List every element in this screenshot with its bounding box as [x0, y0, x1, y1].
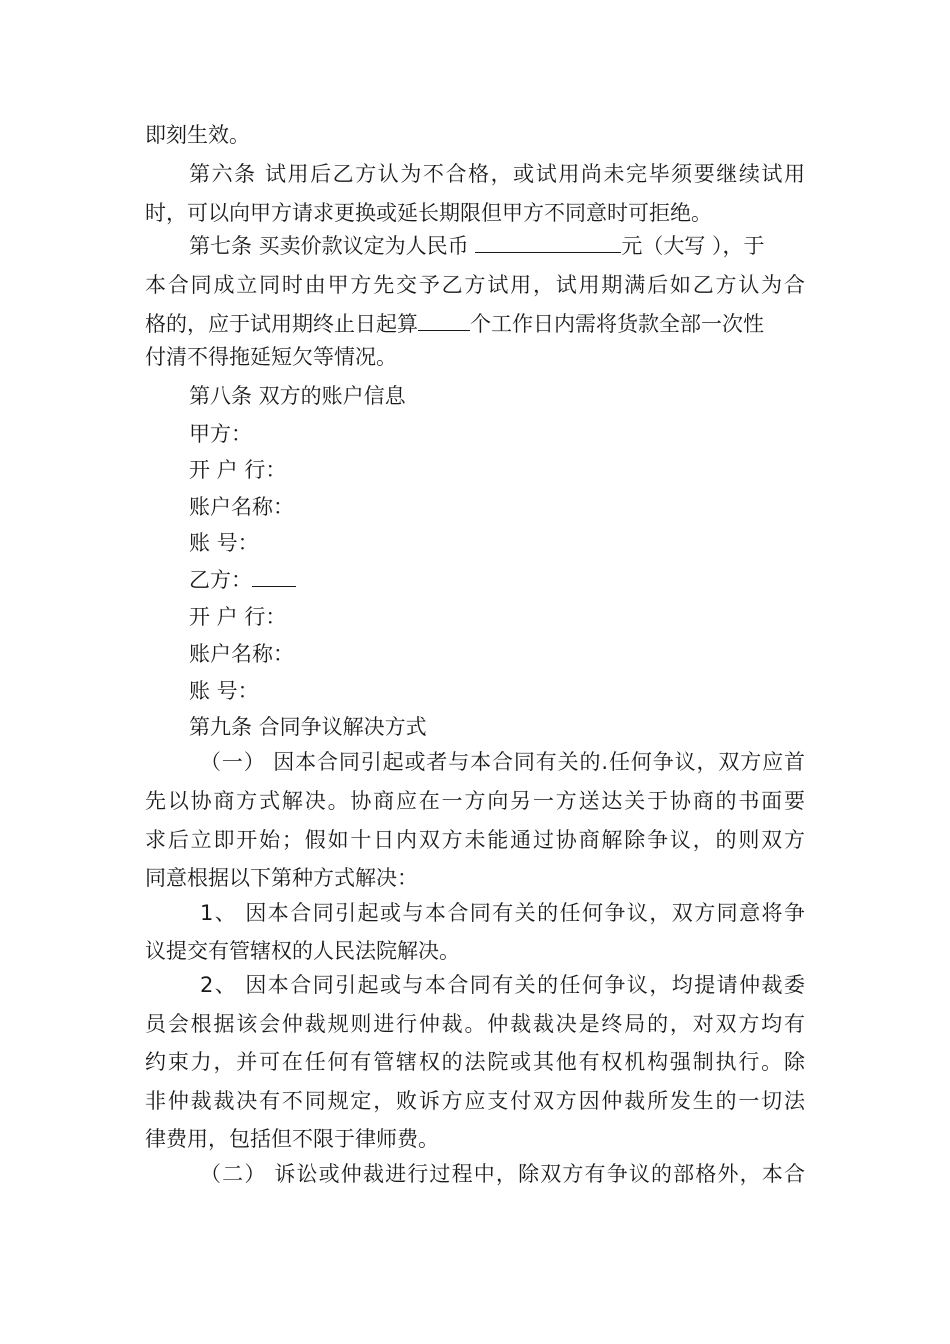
account-number-a-label: 账 号： [189, 531, 259, 555]
clause-1-line: 同意根据以下第种方式解决： [145, 866, 418, 890]
price-blank [475, 230, 621, 253]
option-1-line: 1、 因本合同引起或与本合同有关的任何争议，双方同意将争 [200, 901, 805, 925]
bank-b-label: 开 户 行： [189, 605, 287, 629]
account-name-b-label: 账户名称： [189, 642, 294, 666]
article-7-text: 个工作日内需将货款全部一次性 [470, 312, 764, 336]
article-6-line: 第六条 试用后乙方认为不合格，或试用尚未完毕须要继续试用 [189, 162, 805, 186]
clause-1-line: 求后立即开始；假如十日内双方未能通过协商解除争议，的则双方 [145, 828, 805, 852]
party-b-label [189, 563, 805, 597]
article-7-text: 第七条 买卖价款议定为人民币 [189, 234, 476, 258]
party-b-blank [252, 564, 296, 587]
option-2-line: 约束力，并可在任何有管辖权的法院或其他有权机构强制执行。除 [145, 1050, 805, 1074]
option-2-line: 2、 因本合同引起或与本合同有关的任何争议，均提请仲裁委 [200, 973, 805, 997]
article-7-line [189, 229, 805, 263]
party-a-label: 甲方： [189, 422, 252, 446]
clause-1-line: （一） 因本合同引起或者与本合同有关的.任何争议，双方应首 [200, 750, 805, 774]
clause-2-line: （二） 诉讼或仲裁进行过程中，除双方有争议的部格外，本合 [200, 1162, 805, 1186]
party-b-text: 乙方： [189, 568, 252, 592]
article-9-heading: 第九条 合同争议解决方式 [189, 715, 427, 739]
article-7-text: 元（大写 ），于 [621, 234, 765, 258]
days-blank [418, 308, 470, 331]
option-2-line: 非仲裁裁决有不同规定，败诉方应支付双方因仲裁所发生的一切法 [145, 1089, 805, 1113]
article-7-line [145, 307, 805, 341]
account-number-b-label: 账 号： [189, 679, 259, 703]
option-2-line: 律费用，包括但不限于律师费。 [145, 1127, 439, 1151]
clause-1-line: 先以协商方式解决。协商应在一方向另一方送达关于协商的书面要 [145, 789, 805, 813]
article-7-line: 本合同成立同时由甲方先交予乙方试用，试用期满后如乙方认为合 [145, 273, 805, 297]
article-7-text: 格的，应于试用期终止日起算 [145, 312, 418, 336]
account-name-a-label: 账户名称： [189, 495, 294, 519]
text-line: 即刻生效。 [145, 123, 250, 147]
article-8-heading: 第八条 双方的账户信息 [189, 384, 406, 408]
option-1-line: 议提交有管辖权的人民法院解决。 [145, 939, 460, 963]
article-6-line: 时，可以向甲方请求更换或延长期限但甲方不同意时可拒绝。 [145, 201, 712, 225]
bank-a-label: 开 户 行： [189, 458, 287, 482]
article-7-line: 付清不得拖延短欠等情况。 [145, 345, 397, 369]
option-2-line: 员会根据该会仲裁规则进行仲裁。仲裁裁决是终局的，对双方均有 [145, 1012, 805, 1036]
